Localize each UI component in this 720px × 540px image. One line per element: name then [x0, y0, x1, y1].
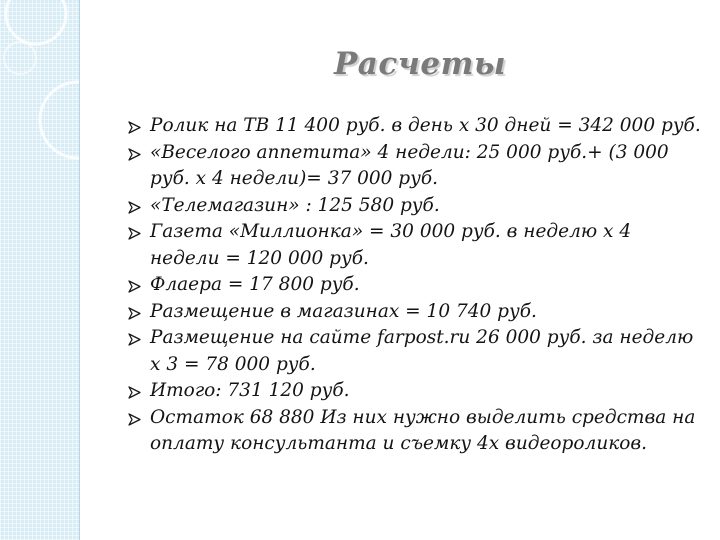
- list-item: [126, 378, 706, 405]
- list-item-text: «Телемагазин» : 125 580 руб.: [150, 194, 440, 216]
- arrow-bullet-icon: [128, 201, 141, 214]
- arrow-bullet-icon: [128, 121, 141, 134]
- bullet-list: [126, 113, 706, 458]
- list-item: [126, 140, 706, 193]
- list-item: [126, 272, 706, 299]
- list-item-text: Размещение в магазинах = 10 740 руб.: [150, 300, 537, 322]
- arrow-bullet-icon: [128, 148, 141, 161]
- list-item-text: «Веселого аппетита» 4 недели: 25 000 руб.+ (3 000 руб. х 4 недели)= 37 000 руб.: [150, 141, 669, 189]
- list-item: [126, 299, 706, 326]
- list-item-text: Итого: 731 120 руб.: [150, 380, 350, 401]
- arrow-bullet-icon: [128, 333, 141, 346]
- list-item-text: Размещение на сайте farpost.ru 26 000 руб. за неделю х 3 = 78 000 руб.: [150, 327, 694, 375]
- list-item-text: Остаток 68 880 Из них нужно выделить средства на оплату консультанта и съемку 4х видеороликов.: [150, 406, 696, 454]
- arrow-bullet-icon: [128, 413, 141, 426]
- decorative-circles-icon: [0, 0, 79, 540]
- list-item: [126, 193, 706, 220]
- arrow-bullet-icon: [128, 307, 141, 320]
- list-item: [126, 219, 706, 272]
- list-item: [126, 325, 706, 378]
- slide-title: Расчеты: [333, 46, 506, 82]
- list-item: [126, 113, 706, 140]
- list-item: [126, 405, 706, 458]
- decorative-side-panel: [0, 0, 80, 540]
- list-item-text: Ролик на ТВ 11 400 руб. в день х 30 дней = 342 000 руб.: [150, 115, 701, 136]
- list-item-text: Газета «Миллионка» = 30 000 руб. в неделю х 4 недели = 120 000 руб.: [150, 221, 632, 269]
- list-item-text: Флаера = 17 800 руб.: [150, 274, 360, 295]
- arrow-bullet-icon: [128, 227, 141, 240]
- arrow-bullet-icon: [128, 386, 141, 399]
- arrow-bullet-icon: [128, 280, 141, 293]
